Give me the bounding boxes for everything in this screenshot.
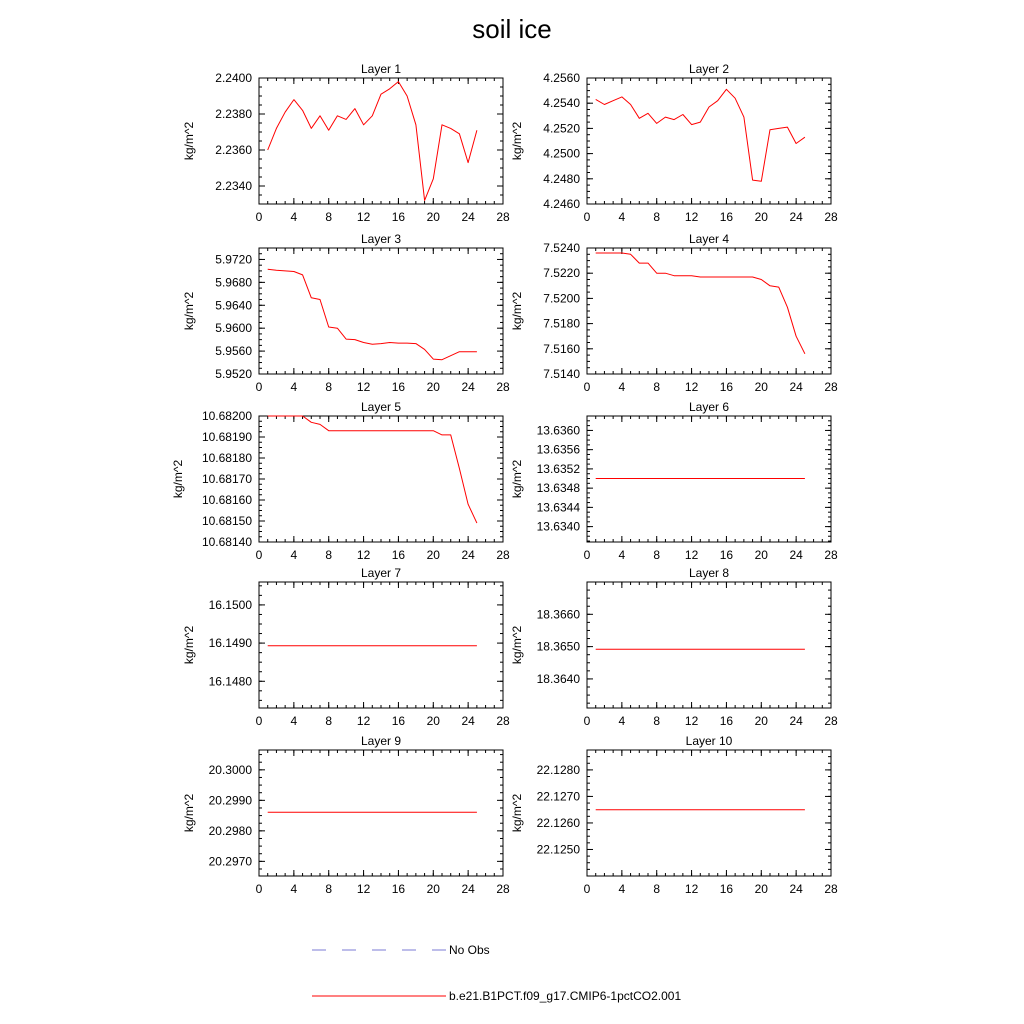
panel-4-x-tick-label: 12 xyxy=(684,380,699,394)
panel-9-x-tick-label: 20 xyxy=(426,882,440,896)
panel-1-frame xyxy=(259,78,503,204)
panel-8-x-tick-label: 24 xyxy=(789,714,803,728)
panel-2-series-line xyxy=(596,89,805,181)
panel-4-x-tick-label: 20 xyxy=(754,380,768,394)
panel-1-x-tick-label: 8 xyxy=(325,210,333,224)
panel-8-y-tick-label: 18.3660 xyxy=(536,607,580,622)
panel-6-y-tick-label: 13.6360 xyxy=(536,423,580,438)
legend-model-label: b.e21.B1PCT.f09_g17.CMIP6-1pctCO2.001 xyxy=(449,989,682,1003)
panel-7-x-tick-label: 4 xyxy=(290,714,298,728)
panel-5-y-tick-label: 10.68150 xyxy=(201,514,252,528)
panel-3 xyxy=(182,232,510,394)
panel-10 xyxy=(510,734,838,896)
panel-5-x-tick-label: 16 xyxy=(391,548,406,562)
panel-9-x-tick-label: 8 xyxy=(325,882,333,896)
panel-6-x-tick-label: 20 xyxy=(754,548,768,562)
panel-6-y-tick-label: 13.6352 xyxy=(536,461,580,476)
panel-5 xyxy=(171,400,510,562)
panel-10-y-tick-label: 22.1280 xyxy=(536,762,580,777)
panel-10-y-tick-label: 22.1260 xyxy=(536,815,580,830)
panel-8-title: Layer 8 xyxy=(688,566,730,580)
panel-1-x-tick-label: 16 xyxy=(391,210,406,224)
panel-7-x-tick-label: 24 xyxy=(461,714,475,728)
panel-1 xyxy=(182,62,510,224)
panel-10-x-tick-label: 16 xyxy=(719,882,734,896)
panel-3-x-tick-label: 16 xyxy=(391,380,406,394)
panel-5-x-tick-label: 0 xyxy=(255,548,263,562)
panel-2 xyxy=(510,62,838,224)
panel-9-x-tick-label: 4 xyxy=(290,882,298,896)
panel-8-x-tick-label: 12 xyxy=(684,714,699,728)
panel-1-y-tick-label: 2.2380 xyxy=(215,107,252,121)
panel-4-ylabel: kg/m^2 xyxy=(510,291,524,331)
panel-3-x-tick-label: 0 xyxy=(255,380,263,394)
panel-10-x-tick-label: 12 xyxy=(684,882,699,896)
panel-8-y-tick-label: 18.3640 xyxy=(536,671,580,686)
panel-10-x-tick-label: 20 xyxy=(754,882,768,896)
panel-8 xyxy=(510,566,838,728)
panel-4-y-tick-label: 7.5180 xyxy=(543,316,580,331)
panel-9-x-tick-label: 0 xyxy=(255,882,263,896)
panel-6-ylabel: kg/m^2 xyxy=(510,459,524,499)
panel-10-title: Layer 10 xyxy=(685,734,733,748)
panel-3-y-tick-label: 5.9720 xyxy=(215,252,252,267)
panel-3-x-tick-label: 8 xyxy=(325,380,333,394)
panel-6-x-tick-label: 24 xyxy=(789,548,803,562)
panel-2-y-tick-label: 4.2460 xyxy=(543,197,580,211)
panel-2-y-tick-label: 4.2500 xyxy=(543,146,580,161)
panel-3-x-tick-label: 24 xyxy=(461,380,475,394)
panel-4-x-tick-label: 8 xyxy=(653,380,661,394)
panel-5-y-tick-label: 10.68180 xyxy=(201,451,252,465)
legend xyxy=(312,943,681,1003)
panel-5-y-tick-label: 10.68140 xyxy=(201,535,252,549)
panel-3-y-tick-label: 5.9640 xyxy=(215,298,252,313)
panel-8-ylabel: kg/m^2 xyxy=(510,625,524,665)
panel-4-y-tick-label: 7.5160 xyxy=(543,341,580,356)
panel-6-x-tick-label: 28 xyxy=(824,548,838,562)
panel-2-x-tick-label: 12 xyxy=(684,210,699,224)
panel-7-x-tick-label: 8 xyxy=(325,714,333,728)
panel-7-x-tick-label: 28 xyxy=(496,714,510,728)
panel-5-series-line xyxy=(268,416,477,523)
panel-10-frame xyxy=(587,750,831,876)
panel-1-y-tick-label: 2.2400 xyxy=(215,71,252,85)
panel-2-y-tick-label: 4.2540 xyxy=(543,96,580,111)
panel-5-x-tick-label: 20 xyxy=(426,548,440,562)
panel-7-title: Layer 7 xyxy=(360,566,402,580)
panel-8-x-tick-label: 28 xyxy=(824,714,838,728)
panel-6-y-tick-label: 13.6340 xyxy=(536,519,580,534)
panel-1-x-tick-label: 0 xyxy=(255,210,263,224)
panel-2-x-tick-label: 4 xyxy=(618,210,626,224)
panel-10-x-tick-label: 24 xyxy=(789,882,803,896)
panel-9-ylabel: kg/m^2 xyxy=(182,793,196,833)
panel-4-frame xyxy=(587,248,831,374)
panel-1-x-tick-label: 24 xyxy=(461,210,475,224)
panel-6-y-tick-label: 13.6344 xyxy=(536,500,580,515)
panel-6-x-tick-label: 4 xyxy=(618,548,626,562)
panel-7-ylabel: kg/m^2 xyxy=(182,625,196,665)
panel-2-y-tick-label: 4.2480 xyxy=(543,171,580,186)
panel-8-x-tick-label: 0 xyxy=(583,714,591,728)
panel-5-y-tick-label: 10.68200 xyxy=(201,409,252,423)
panel-4-x-tick-label: 4 xyxy=(618,380,626,394)
panel-2-x-tick-label: 0 xyxy=(583,210,591,224)
panel-2-y-tick-label: 4.2520 xyxy=(543,121,580,136)
panel-6 xyxy=(510,400,838,562)
panel-4-y-tick-label: 7.5200 xyxy=(543,291,580,306)
panel-7-x-tick-label: 20 xyxy=(426,714,440,728)
panel-4-y-tick-label: 7.5220 xyxy=(543,266,580,281)
panel-5-x-tick-label: 8 xyxy=(325,548,333,562)
panel-10-ylabel: kg/m^2 xyxy=(510,793,524,833)
panel-6-x-tick-label: 16 xyxy=(719,548,734,562)
panel-10-x-tick-label: 0 xyxy=(583,882,591,896)
panel-4-x-tick-label: 28 xyxy=(824,380,838,394)
panel-8-x-tick-label: 20 xyxy=(754,714,768,728)
panel-5-x-tick-label: 4 xyxy=(290,548,298,562)
panel-3-title: Layer 3 xyxy=(360,232,402,246)
panel-3-y-tick-label: 5.9520 xyxy=(215,367,252,381)
legend-obs-label: No Obs xyxy=(449,943,490,957)
panel-9-x-tick-label: 24 xyxy=(461,882,475,896)
panel-3-series-line xyxy=(268,269,477,360)
panel-1-title: Layer 1 xyxy=(360,62,402,76)
panel-4-series-line xyxy=(596,253,805,354)
panel-1-x-tick-label: 20 xyxy=(426,210,440,224)
panel-9-y-tick-label: 20.3000 xyxy=(208,762,252,777)
panel-9-x-tick-label: 12 xyxy=(356,882,371,896)
panel-2-title: Layer 2 xyxy=(688,62,730,76)
panel-7-y-tick-label: 16.1500 xyxy=(208,597,252,612)
panel-5-x-tick-label: 12 xyxy=(356,548,371,562)
panel-8-x-tick-label: 4 xyxy=(618,714,626,728)
panel-2-x-tick-label: 8 xyxy=(653,210,661,224)
panel-6-title: Layer 6 xyxy=(688,400,730,414)
panel-9-title: Layer 9 xyxy=(360,734,402,748)
panel-1-x-tick-label: 4 xyxy=(290,210,298,224)
panel-9-x-tick-label: 28 xyxy=(496,882,510,896)
panel-1-y-tick-label: 2.2340 xyxy=(215,179,252,193)
panel-1-y-tick-label: 2.2360 xyxy=(215,143,252,157)
panel-3-frame xyxy=(259,248,503,374)
panel-5-y-tick-label: 10.68160 xyxy=(201,493,252,507)
panel-5-ylabel: kg/m^2 xyxy=(171,459,185,499)
panel-4-x-tick-label: 0 xyxy=(583,380,591,394)
panel-6-y-tick-label: 13.6348 xyxy=(536,481,580,496)
panel-1-series-line xyxy=(268,82,477,201)
panel-1-ylabel: kg/m^2 xyxy=(182,121,196,161)
panel-6-x-tick-label: 8 xyxy=(653,548,661,562)
panel-8-y-tick-label: 18.3650 xyxy=(536,639,580,654)
panel-4-x-tick-label: 24 xyxy=(789,380,803,394)
panel-7-x-tick-label: 0 xyxy=(255,714,263,728)
panel-4-y-tick-label: 7.5140 xyxy=(543,367,580,381)
panel-3-y-tick-label: 5.9560 xyxy=(215,344,252,359)
panel-7-y-tick-label: 16.1490 xyxy=(208,636,252,651)
figure-title: soil ice xyxy=(472,14,552,44)
panel-3-x-tick-label: 12 xyxy=(356,380,371,394)
panel-1-x-tick-label: 12 xyxy=(356,210,371,224)
panel-10-y-tick-label: 22.1250 xyxy=(536,842,580,857)
panel-8-x-tick-label: 8 xyxy=(653,714,661,728)
panel-9-x-tick-label: 16 xyxy=(391,882,406,896)
panel-6-x-tick-label: 0 xyxy=(583,548,591,562)
panel-7-x-tick-label: 12 xyxy=(356,714,371,728)
panel-7-frame xyxy=(259,582,503,708)
panel-3-x-tick-label: 20 xyxy=(426,380,440,394)
panel-6-x-tick-label: 12 xyxy=(684,548,699,562)
panel-8-x-tick-label: 16 xyxy=(719,714,734,728)
panel-9-y-tick-label: 20.2980 xyxy=(208,823,252,838)
panel-10-x-tick-label: 28 xyxy=(824,882,838,896)
panel-8-frame xyxy=(587,582,831,708)
panel-9-y-tick-label: 20.2990 xyxy=(208,793,252,808)
panel-5-y-tick-label: 10.68190 xyxy=(201,430,252,444)
panel-2-y-tick-label: 4.2560 xyxy=(543,71,580,85)
panel-1-x-tick-label: 28 xyxy=(496,210,510,224)
panel-4-x-tick-label: 16 xyxy=(719,380,734,394)
panel-7-y-tick-label: 16.1480 xyxy=(208,674,252,689)
panel-3-x-tick-label: 4 xyxy=(290,380,298,394)
panel-3-y-tick-label: 5.9600 xyxy=(215,321,252,336)
panel-7-x-tick-label: 16 xyxy=(391,714,406,728)
panel-4-title: Layer 4 xyxy=(688,232,730,246)
panel-9-y-tick-label: 20.2970 xyxy=(208,854,252,869)
panel-10-x-tick-label: 8 xyxy=(653,882,661,896)
panel-7 xyxy=(182,566,510,728)
panel-4-y-tick-label: 7.5240 xyxy=(543,241,580,255)
panel-5-y-tick-label: 10.68170 xyxy=(201,472,252,486)
panel-5-x-tick-label: 24 xyxy=(461,548,475,562)
panel-5-title: Layer 5 xyxy=(360,400,402,414)
panel-9 xyxy=(182,734,510,896)
panel-3-x-tick-label: 28 xyxy=(496,380,510,394)
panel-3-y-tick-label: 5.9680 xyxy=(215,275,252,290)
panel-5-frame xyxy=(259,416,503,542)
panel-3-ylabel: kg/m^2 xyxy=(182,291,196,331)
panel-10-y-tick-label: 22.1270 xyxy=(536,789,580,804)
panel-2-x-tick-label: 24 xyxy=(789,210,803,224)
panel-10-x-tick-label: 4 xyxy=(618,882,626,896)
panel-2-ylabel: kg/m^2 xyxy=(510,121,524,161)
panel-2-x-tick-label: 20 xyxy=(754,210,768,224)
panel-6-y-tick-label: 13.6356 xyxy=(536,442,580,457)
panel-2-x-tick-label: 16 xyxy=(719,210,734,224)
panel-9-frame xyxy=(259,750,503,876)
panel-2-x-tick-label: 28 xyxy=(824,210,838,224)
panel-4 xyxy=(510,232,838,394)
panel-5-x-tick-label: 28 xyxy=(496,548,510,562)
